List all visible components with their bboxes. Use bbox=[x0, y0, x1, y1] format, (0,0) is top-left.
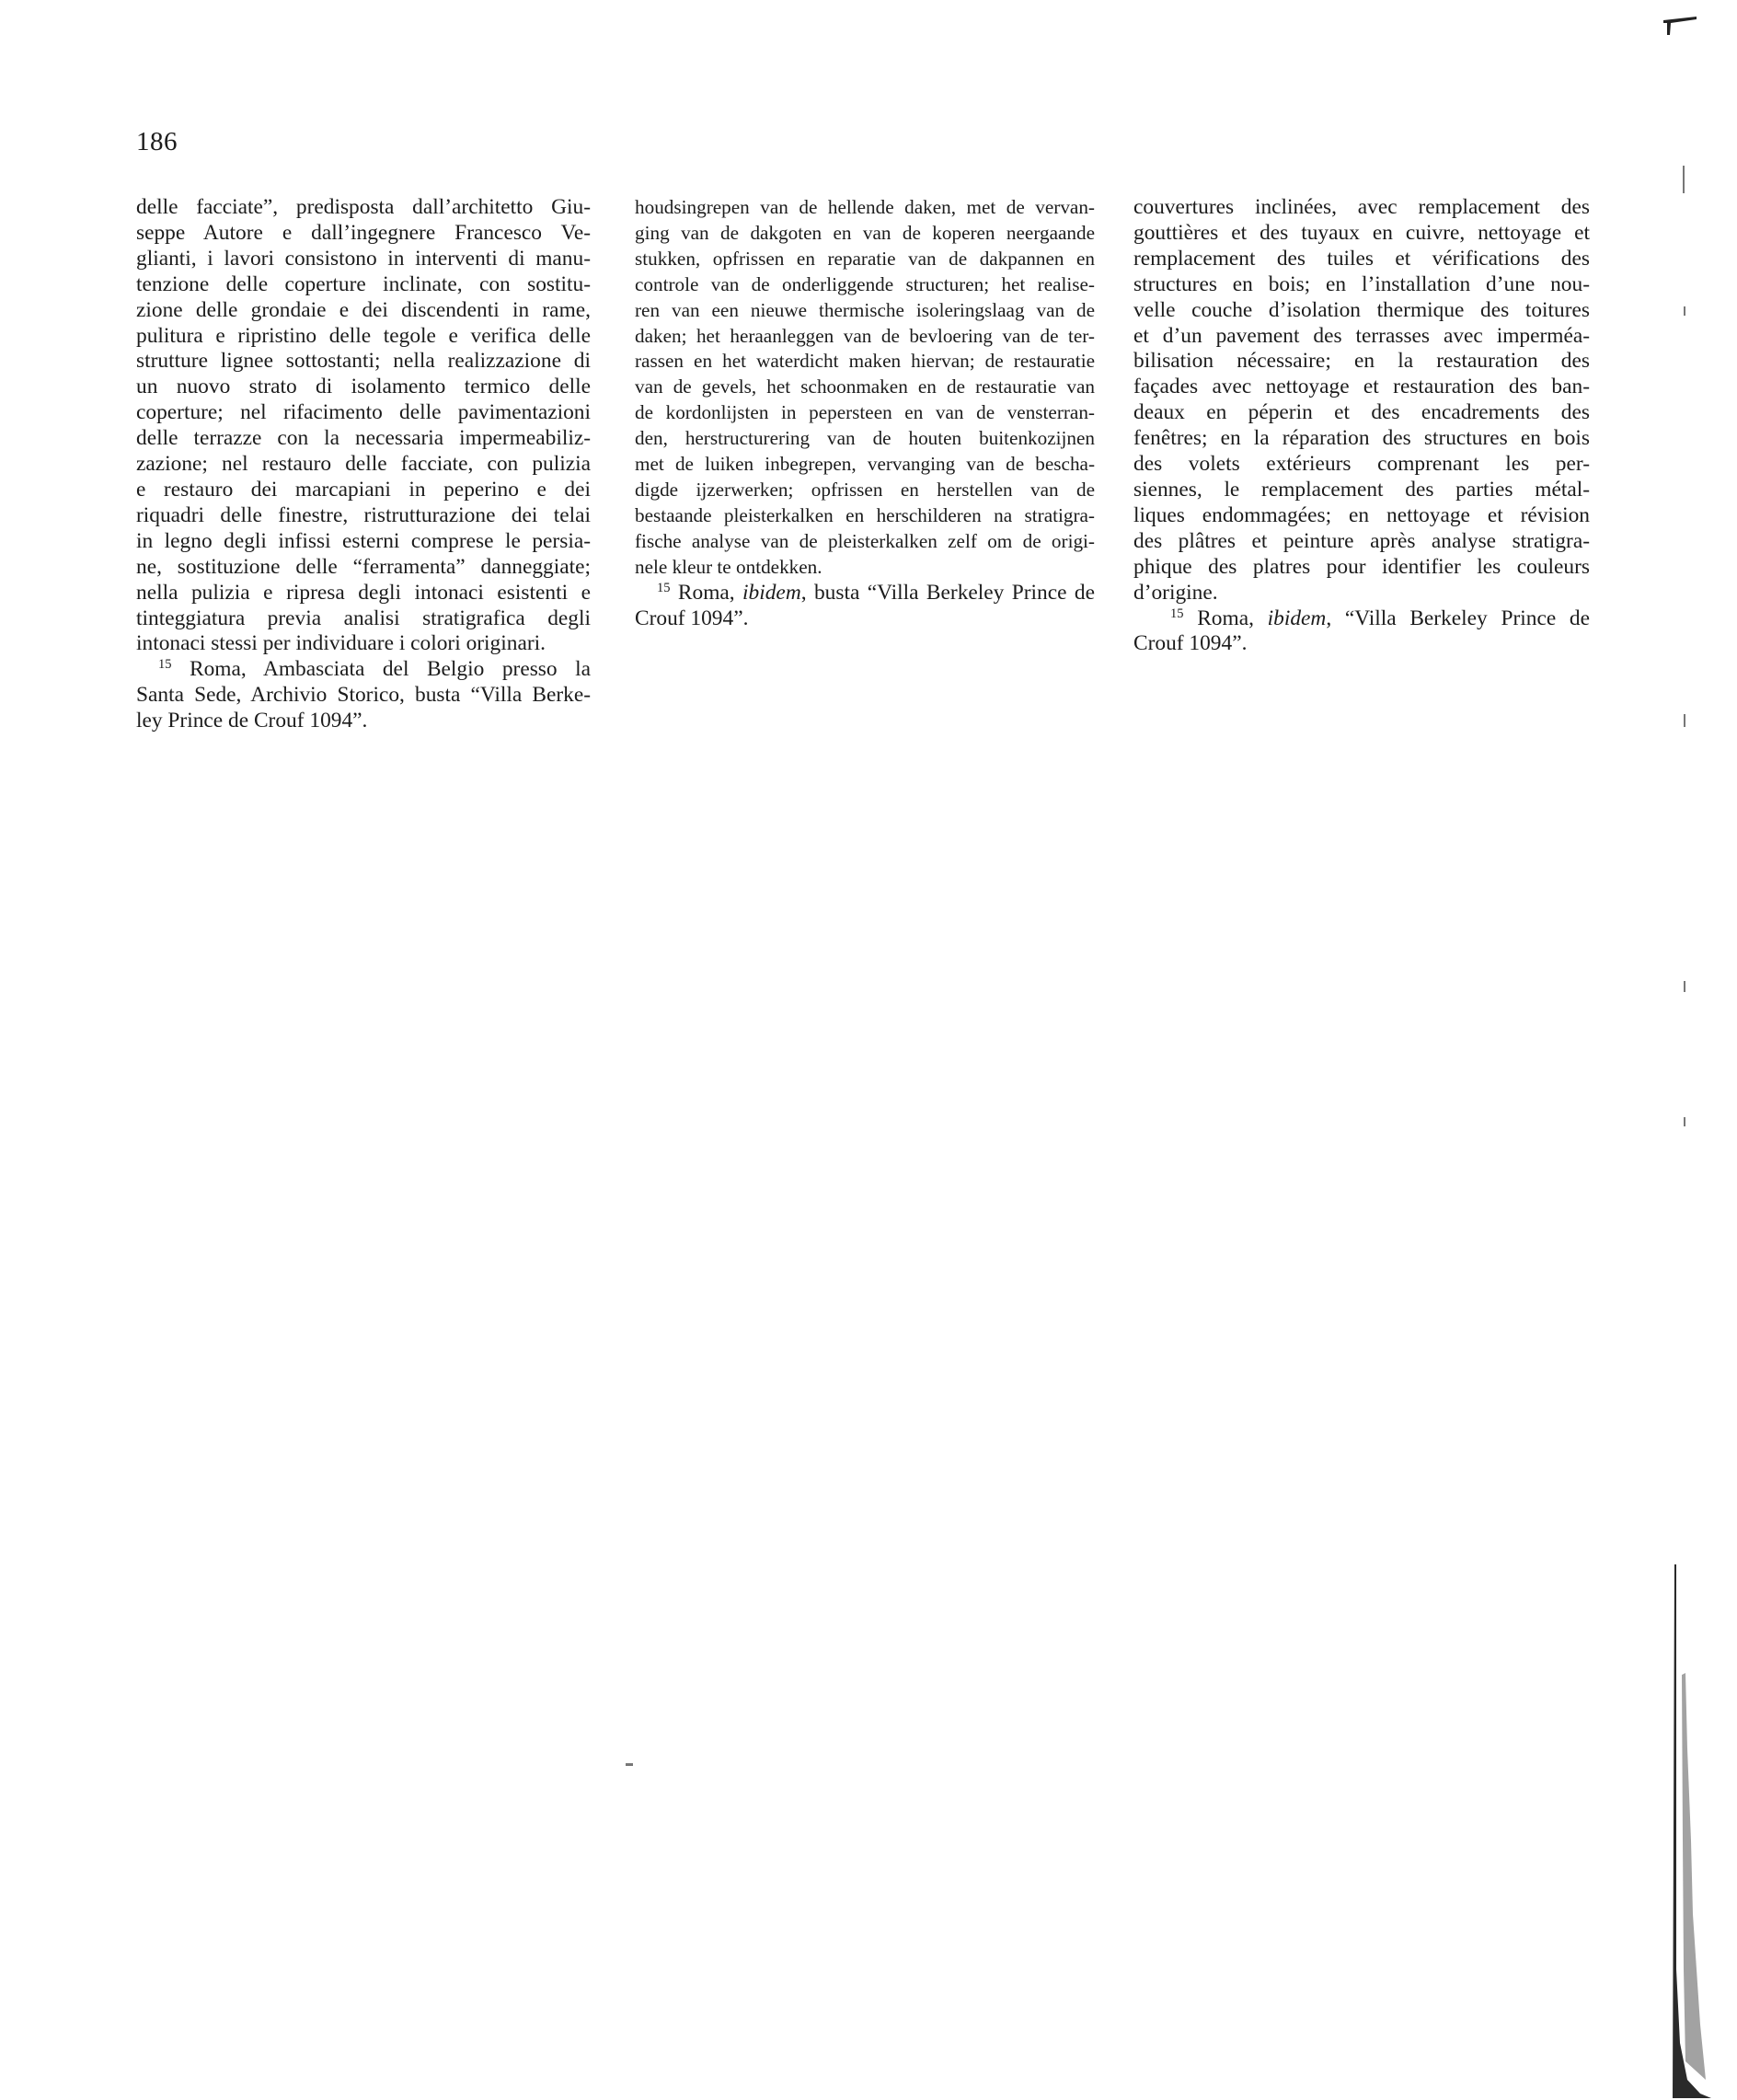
text-line: strutture lignee sottostanti; nella realizzazione di bbox=[136, 349, 591, 374]
text-line: de kordonlijsten in pepersteen en van de vensterran- bbox=[635, 401, 1095, 424]
text-line: riquadri delle finestre, ristrutturazione dei telai bbox=[136, 502, 591, 527]
footnote-text: , “Villa Berkeley Prince de bbox=[1326, 606, 1590, 630]
text-line: deaux en péperin et des encadrements des bbox=[1133, 400, 1590, 425]
text-line: gouttières et des tuyaux en cuivre, nettoyage et bbox=[1133, 220, 1590, 245]
footnote-number: 15 bbox=[657, 580, 671, 595]
text-line: phique des platres pour identifier les couleurs bbox=[1133, 554, 1590, 579]
text-line: liques endommagées; en nettoyage et révision bbox=[1133, 502, 1590, 527]
footnote-line bbox=[1133, 606, 1590, 632]
text-line: fische analyse van de pleisterkalken zelf om de origi- bbox=[635, 529, 1095, 552]
text-line: controle van de onderliggende structuren; het realise- bbox=[635, 272, 1095, 295]
footnote-line bbox=[635, 581, 1095, 606]
footnote-ibidem: ibidem bbox=[742, 580, 801, 605]
text-line: des plâtres et peinture après analyse stratigra- bbox=[1133, 528, 1590, 553]
text-line: ren van een nieuwe thermische isoleringslaag van de bbox=[635, 298, 1095, 321]
scan-speck bbox=[626, 1763, 633, 1766]
footnote-ibidem: ibidem bbox=[1267, 606, 1327, 630]
footnote-line bbox=[136, 657, 591, 683]
text-line: e restauro dei marcapiani in peperino e dei bbox=[136, 477, 591, 502]
text-line: den, herstructurering van de houten buitenkozijnen bbox=[635, 427, 1095, 450]
text-line: rassen en het waterdicht maken hiervan; de restauratie bbox=[635, 350, 1095, 373]
footnote-number: 15 bbox=[1170, 606, 1184, 621]
text-line: zazione; nel restauro delle facciate, con pulizia bbox=[136, 452, 591, 477]
text-line: intonaci stessi per individuare i colori originari. bbox=[136, 631, 546, 656]
footnote-number: 15 bbox=[158, 657, 172, 673]
footnote-line: Santa Sede, Archivio Storico, busta “Villa Berke- bbox=[136, 683, 591, 708]
text-line: des volets extérieurs comprenant les per- bbox=[1133, 452, 1590, 477]
text-line: ging van de dakgoten en van de koperen neergaande bbox=[635, 221, 1095, 244]
text-line: tenzione delle coperture inclinate, con sostitu- bbox=[136, 271, 591, 296]
text-line: houdsingrepen van de hellende daken, met de vervan- bbox=[635, 196, 1095, 218]
text-line: façades avec nettoyage et restauration des ban- bbox=[1133, 375, 1590, 399]
page-number: 186 bbox=[136, 127, 178, 156]
text-line: coperture; nel rifacimento delle pavimentazioni bbox=[136, 400, 591, 425]
footnote-line: ley Prince de Crouf 1094”. bbox=[136, 709, 368, 733]
text-line: velle couche d’isolation thermique des toitures bbox=[1133, 297, 1590, 322]
scan-speck bbox=[1684, 306, 1685, 316]
text-line: couvertures inclinées, avec remplacement des bbox=[1133, 195, 1590, 219]
footnote-text: , busta “Villa Berkeley Prince de bbox=[800, 580, 1095, 605]
text-line: fenêtres; en la réparation des structures en bois bbox=[1133, 426, 1590, 451]
footnote-text: Roma, Ambasciata del Belgio presso la bbox=[171, 657, 591, 682]
text-line: zione delle grondaie e dei discendenti in rame, bbox=[136, 297, 591, 322]
text-line: nele kleur te ontdekken. bbox=[635, 555, 822, 578]
text-line: un nuovo strato di isolamento termico delle bbox=[136, 375, 591, 399]
text-line: in legno degli infissi esterni comprese le persia- bbox=[136, 528, 591, 553]
text-line: met de luiken inbegrepen, vervanging van de bescha- bbox=[635, 453, 1095, 476]
text-line: structures en bois; en l’installation d’une nou- bbox=[1133, 271, 1590, 296]
scan-speck bbox=[1684, 981, 1685, 992]
scan-speck bbox=[1684, 714, 1685, 727]
text-line: delle terrazze con la necessaria impermeabiliz- bbox=[136, 426, 591, 451]
text-line: bestaande pleisterkalken en herschilderen na stratigra- bbox=[635, 503, 1095, 526]
text-line: stukken, opfrissen en reparatie van de dakpannen en bbox=[635, 247, 1095, 270]
text-line: d’origine. bbox=[1133, 580, 1218, 605]
text-line: bilisation nécessaire; en la restauration des bbox=[1133, 349, 1590, 374]
footnote-line: Crouf 1094”. bbox=[1133, 631, 1248, 656]
text-line: delle facciate”, predisposta dall’architetto Giu- bbox=[136, 195, 591, 219]
text-line: daken; het heraanleggen van de bevloering van de ter- bbox=[635, 324, 1095, 347]
footnote-text: Roma, bbox=[1183, 606, 1268, 630]
footnote-text: Roma, bbox=[670, 580, 743, 605]
text-line: glianti, i lavori consistono in interventi di manu- bbox=[136, 246, 591, 271]
text-line: ne, sostituzione delle “ferramenta” danneggiate; bbox=[136, 554, 591, 579]
text-line: digde ijzerwerken; opfrissen en herstellen van de bbox=[635, 478, 1095, 501]
french-text-column bbox=[1133, 195, 1590, 657]
footnote-line: Crouf 1094”. bbox=[635, 606, 749, 630]
corner-crop-mark bbox=[1662, 7, 1698, 44]
dutch-text-column bbox=[635, 195, 1095, 631]
text-line: van de gevels, het schoonmaken en de restauratie van bbox=[635, 375, 1095, 398]
text-line: et d’un pavement des terrasses avec imperméa- bbox=[1133, 323, 1590, 348]
text-line: seppe Autore e dall’ingegnere Francesco Ve- bbox=[136, 220, 591, 245]
text-line: pulitura e ripristino delle tegole e verifica delle bbox=[136, 323, 591, 348]
text-line: siennes, le remplacement des parties métal- bbox=[1133, 477, 1590, 502]
text-line: remplacement des tuiles et vérifications des bbox=[1133, 246, 1590, 271]
scan-speck bbox=[1684, 1117, 1685, 1126]
text-line: nella pulizia e ripresa degli intonaci esistenti e bbox=[136, 580, 591, 605]
text-line: tinteggiatura previa analisi stratigrafica degli bbox=[136, 606, 591, 630]
scanned-binding-edge bbox=[1673, 1564, 1711, 2098]
italian-text-column bbox=[136, 195, 591, 734]
scan-speck bbox=[1683, 166, 1685, 193]
